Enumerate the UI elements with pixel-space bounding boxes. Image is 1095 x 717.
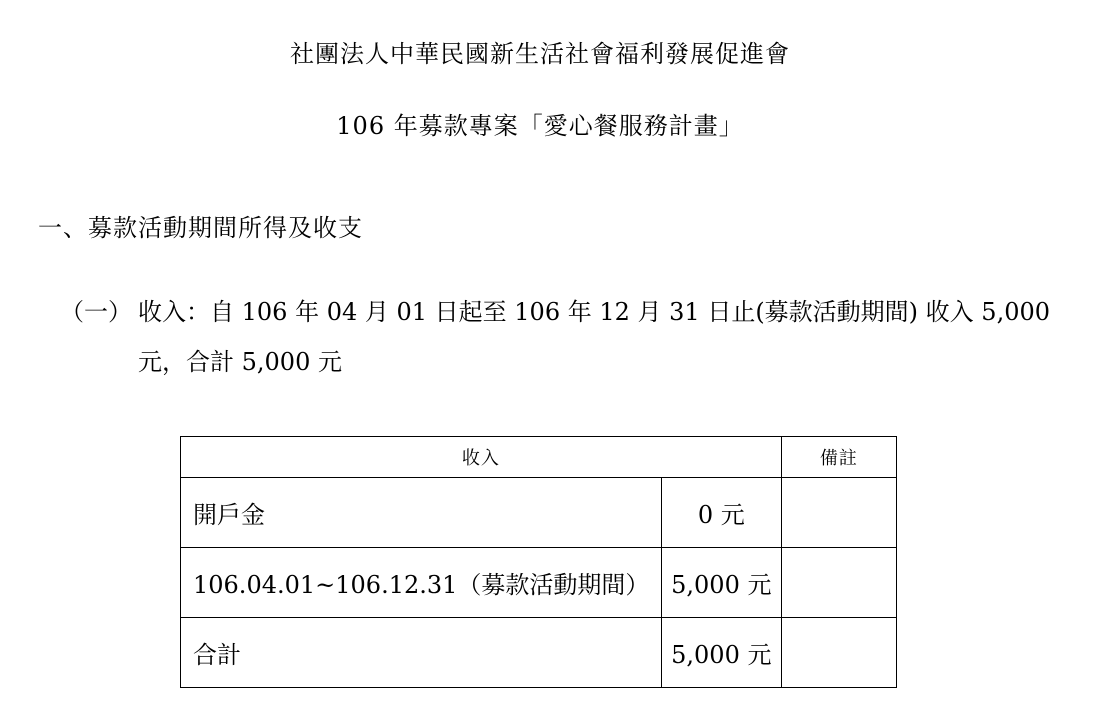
amount-cell: 5,000 元: [661, 618, 781, 688]
note-cell: [781, 618, 896, 688]
item-cell: 開戶金: [181, 478, 662, 548]
income-paragraph-line-1: 收入：自 106 年 04 月 01 日起至 106 年 12 月 31 日止(募款活動期間) 收入 5,000: [138, 298, 1051, 326]
note-header: 備註: [781, 437, 896, 478]
table-header-row: [181, 437, 897, 478]
table-row: [181, 548, 897, 618]
income-paragraph-line-2: 元，合計 5,000 元: [138, 348, 342, 376]
item-cell: 合計: [181, 618, 662, 688]
item-cell: 106.04.01~106.12.31（募款活動期間）: [181, 548, 662, 618]
note-cell: [781, 478, 896, 548]
project-title: 106 年募款專案「愛心餐服務計畫」: [336, 112, 744, 140]
note-cell: [781, 548, 896, 618]
organization-title: 社團法人中華民國新生活社會福利發展促進會: [290, 40, 790, 68]
table-row: [181, 478, 897, 548]
income-table: [180, 436, 897, 688]
amount-cell: 5,000 元: [661, 548, 781, 618]
income-header: 收入: [181, 437, 782, 478]
table-row: [181, 618, 897, 688]
paragraph-marker: （一）: [60, 298, 132, 326]
section-heading: 一、募款活動期間所得及收支: [38, 214, 363, 242]
amount-cell: 0 元: [661, 478, 781, 548]
